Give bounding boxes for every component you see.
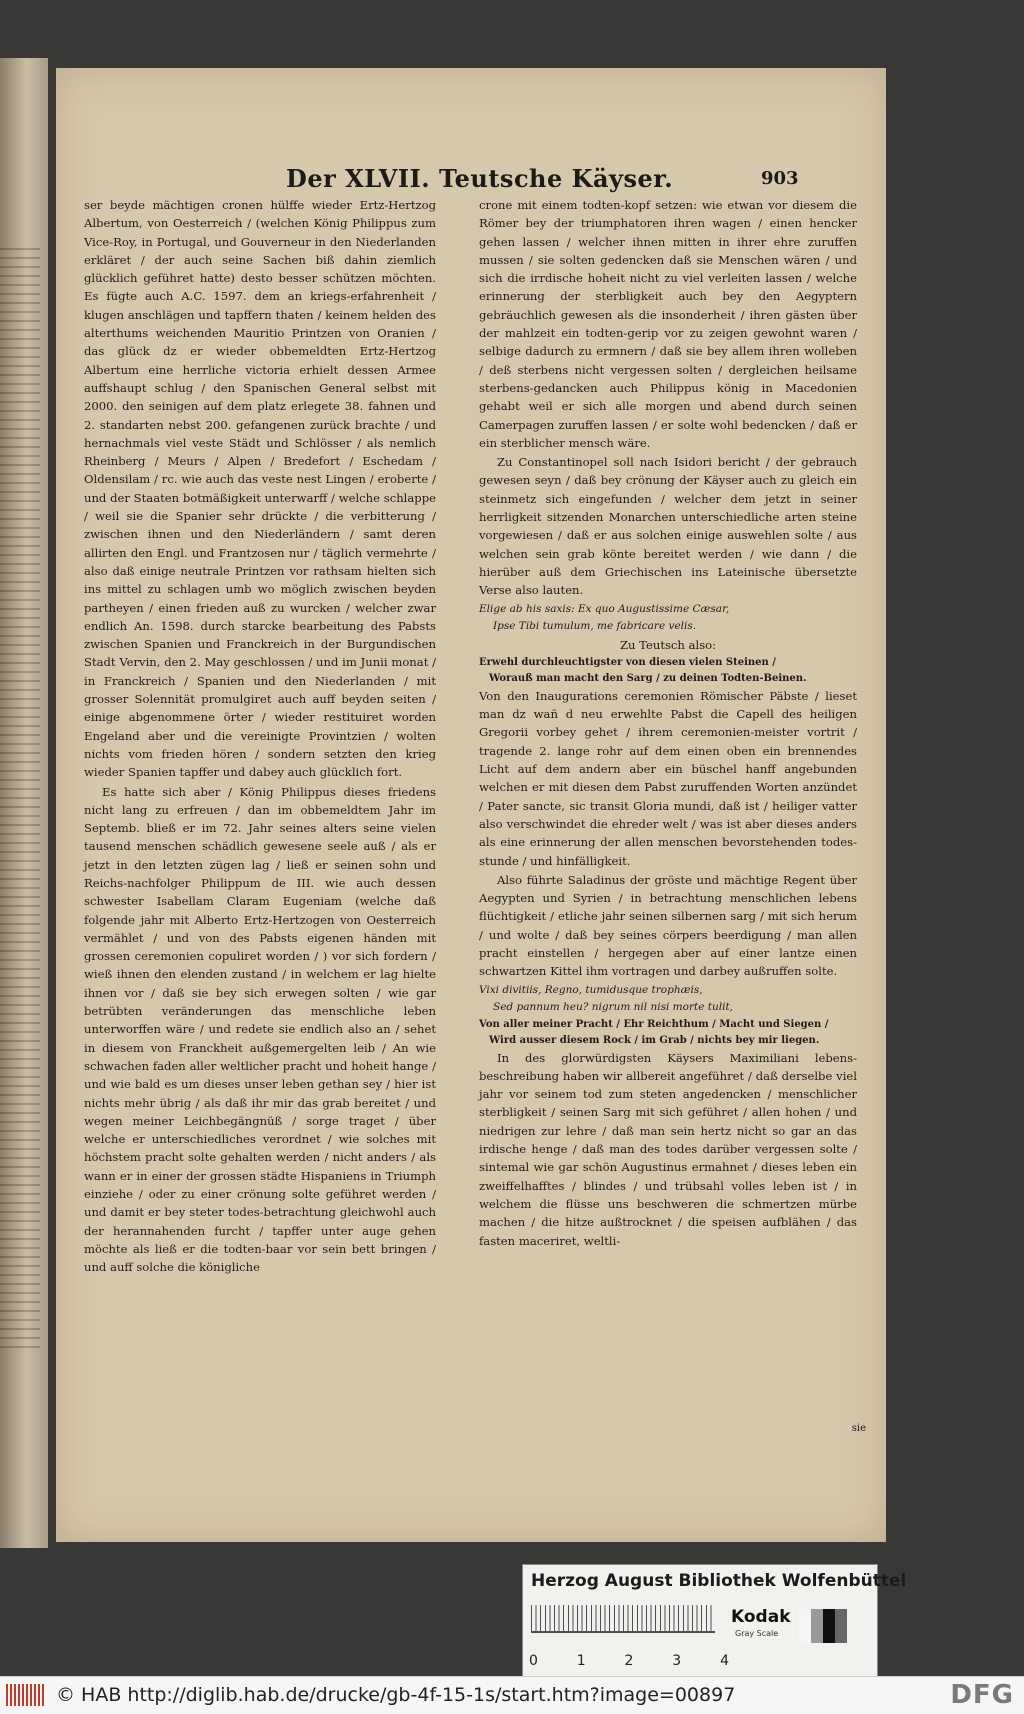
german-verse-line: Worauß man macht den Sarg / zu deinen Todten-Beinen. [489,672,807,684]
paragraph: Zu Constantinopel soll nach Isidori bericht / der gebrauch gewesen seyn / daß bey crönung der Käyser auch zu gleich ein steinmetz sich eingefunden / welcher dem jetzt in seiner herrligkeit sitzenden Monarchen unterschiedliche arten steine vorgewiesen / daß er aus solchen einige auswehlen solte / aus welchen sein grab könte bereitet werden / wie dann / die hierüber auß dem Griechischen ins Lateinische übersetzte Verse also lauten. [479,455,857,598]
ruler-number: 1 [576,1653,586,1669]
german-verse-line: Erwehl durchleuchtigster von diesen vielen Steinen / [479,656,776,668]
viewer-footer [0,1676,1024,1714]
translation-heading: Zu Teutsch also: [619,637,717,652]
hab-logo-icon [6,1684,44,1706]
source-url[interactable]: © HAB http://diglib.hab.de/drucke/gb-4f-15-1s/start.htm?image=00897 [56,1684,736,1706]
kodak-logo: Kodak [731,1607,791,1627]
paragraph: Also führte Saladinus der gröste und mächtige Regent über Aegypten und Syrien / in betrachtung menschlichen lebens flüchtigkeit / etliche jahr seinen silbernen sarg / mit sich herum / und wolte / daß bey seines cörpers beerdigung / man allen pracht einstellen / hergegen aber auf einer lantze einen schwartzen Kittel ihm vortragen und darbey außruffen solte. [479,872,857,979]
gray-patch [799,1609,847,1643]
ruler-number: 3 [672,1653,682,1669]
latin-verse-line: Sed pannum heu? nigrum nil nisi morte tulit, [493,1000,733,1013]
paragraph: Es hatte sich aber / König Philippus dieses friedens nicht lang zu erfreuen / dan im obbemeldtem Jahr im Septemb. bließ er im 72. Jahr seines alters seine vielen tausend menschen schädlich gewesene seele auß / als er jetzt in den letzten zügen lag / ließ er seinen sohn und Reichs-nachfolger Philippum de III. wie auch dessen schwester Isabellam Claram Eugeniam (welche daß folgende jahr mit Alberto Ertz-Hertzogen von Oesterreich vermählet / und von des Pabsts eigenen händen mit grossen ceremonien copuliret worden / ) vor sich fordern / wieß ihnen den elenden zustand / in welchem er lag hielte ihnen vor / daß sie bey sich erwegen solten / wie gar betrübten veränderungen das menschliche leben unterworffen wäre / und redete sie endlich also an / sehet in diesem von Franckheit außgemergelten leib / An wie schwachen faden aller weltlicher pracht und hoheit hange / und wie bald es um dieses unser leben gethan sey / hier ist nichts mehr übrig / als daß ihr mir das grab bereitet / und wegen meiner Leichbegängnüß / sorge traget / über welche er unterschiedliches verordnet / wie solches mit höchstem pracht solte gehalten werden / nicht anders / als wann er in einer der grossen städte Hispaniens in Triumph einziehe / oder zu einer crönung solte geführet werden / und damit er bey steter todes-betrachtung gleichwohl auch der herannahenden furcht / tapffer unter auge gehen möchte als ließ er die todten-baar vor sein bett bringen / und auff solche die königliche [84,784,436,1275]
measurement-ruler [531,1605,715,1633]
facing-page-edge [0,58,48,1548]
german-verse-line: Wird ausser diesem Rock / im Grab / nichts bey mir liegen. [489,1034,820,1046]
facing-page-text-bleed [0,248,40,1348]
dfg-logo: DFG [950,1680,1014,1710]
catchword: sie [851,1423,866,1434]
scanned-page [56,68,886,1542]
left-column [84,196,436,1278]
running-head: Der XLVII. Teutsche Käyser. [286,164,674,193]
german-verse-line: Von aller meiner Pracht / Ehr Reichthum / Macht und Siegen / [479,1018,829,1030]
page-number: 903 [761,168,799,189]
paragraph: crone mit einem todten-kopf setzen: wie etwan vor diesem die Römer bey der triumphatoren ihren wagen / einen hencker gehen lassen / welcher ihnen mitten in ihrer ehre zuruffen mussen / sie solten gedencken daß sie Menschen wären / und sich die irrdische hoheit nicht zu viel verleiten lassen / welche erinnerung der sterbligkeit auch bey den Aegyptern gebräuchlich gewesen als die insonderheit / ihren gästen über der mahlzeit ein todten-gerip vor zu zeigen gewohnt waren / selbige dadurch zu ermnern / daß sie bey allem ihren wolleben / deß sterbens nicht vergessen solten / dergleichen heilsame sterbens-gedancken auch Philippus könig in Macedonien gehabt weil er sich alle morgen und abend durch seinen Camerpagen zuruffen lassen / er solte wohl bedencken / daß er ein sterblicher mensch wäre. [479,198,857,450]
library-name: Herzog August Bibliothek Wolfenbüttel [531,1571,907,1591]
ruler-number: 2 [624,1653,634,1669]
paragraph: ser beyde mächtigen cronen hülffe wieder Ertz-Hertzog Albertum, von Oesterreich / (welchen König Philippus zum Vice-Roy, in Portugal, und Gouverneur in den Niederlanden erkläret / der auch seine Sachen biß dahin ziemlich glücklich geführet hatte) desto besser schützen möchten. Es fügte auch A.C. 1597. dem an kriegs-erfahrenheit / klugen anschlägen und tapffern thaten / keinem helden des alterthums weichenden Mauritio Printzen von Oranien / das glück dz er wieder obbemeldten Ertz-Hertzog Albertum eine herrliche victoria erhielt dessen Armee auffshaupt schlug / den Spanischen General selbst mit 2000. den seinigen auf dem platz erlegete 38. fahnen und 2. standarten nebst 200. gefangenen zurück brachte / und hernachmals viel veste Städt und Schlösser / als nemlich Rheinberg / Meurs / Alpen / Bredefort / Eschedam / Oldensilam / rc. wie auch das veste nest Lingen / eroberte / und der Staaten botmäßigkeit unterwarff / welche schlappe / weil sie die Spanier sehr drückte / die verbitterung / zwischen ihnen und den Niederländern / samt deren allirten den Engl. und Frantzosen nur / täglich vermehrte / also daß einige neutrale Printzen vor rathsam hielten sich ins mittel zu schlagen umb wo möglich zwischen beyden partheyen / einen frieden auß zu wurcken / welcher zwar endlich An. 1598. durch starcke bearbeitung des Pabsts zwischen Spanien und Franckreich in der Burgundischen Stadt Vervin, den 2. May geschlossen / und im Junii monat / in Franckreich / Spanien und den Niederlanden / mit grosser Solennität promulgiret auch auff beyden seiten / einige abgenommene örter / wieder restituiret worden Engeland aber und die vereinigte Provintzien / wolten nichts vom frieden hören / sondern setzten den krieg wieder Spanien tapffer und dabey auch glücklich fort. [84,198,436,780]
paragraph: Von den Inaugurations ceremonien Römischer Päbste / lieset man dz wañ d neu erwehlte Pabst die Capell des heiligen Gregorii vorbey gehet / ihrem ceremonien-meister vortrit / tragende 2. lange rohr auf dem einen oben ein brennendes Licht auf dem andern aber ein büschel hanff angebunden welchen er mit diesen dem Pabst zuruffenden Worten anzündet / Pater sancte, sic transit Gloria mundi, daß ist / heiliger vatter also verschwindet die ehreder welt / was ist aber dieses anders als eine erinnerung der allen menschen bevorstehenden todes-stunde / und hinfälligkeit. [479,688,857,868]
ruler-numbers [529,1653,729,1669]
ruler-number: 0 [529,1653,538,1669]
gray-scale-label: Gray Scale [735,1629,779,1638]
ruler-number: 4 [720,1653,729,1669]
latin-verse-line: Vixi divitiis, Regno, tumidusque trophæis, [479,983,703,996]
scan-color-target [522,1564,907,1681]
right-column [479,196,857,1251]
paragraph: In des glorwürdigsten Käysers Maximiliani lebens-beschreibung haben wir allbereit angeführet / daß derselbe viel jahr vor seinem tod zum steten angedencken / menschlicher sterbligkeit / seinen Sarg mit sich geführet / allen hohen / und niedrigen zur lehre / daß man sein hertz nicht so gar an das irdische henge / daß man des todes darüber vergessen solte / sintemal wie gar schön Augustinus ermahnet / dieses leben ein zweiffelhafftes / blindes / und trübsahl volles leben ist / in welchem die flüsse uns beschweren die schmertzen mürbe machen / die hitze außtrocknet / die speisen aufblähen / das fasten maceriret, weltli- [479,1050,857,1248]
latin-verse-line: Ipse Tibi tumulum, me fabricare velis. [493,619,697,632]
latin-verse-line: Elige ab his saxis: Ex quo Augustissime Cæsar, [479,602,730,615]
